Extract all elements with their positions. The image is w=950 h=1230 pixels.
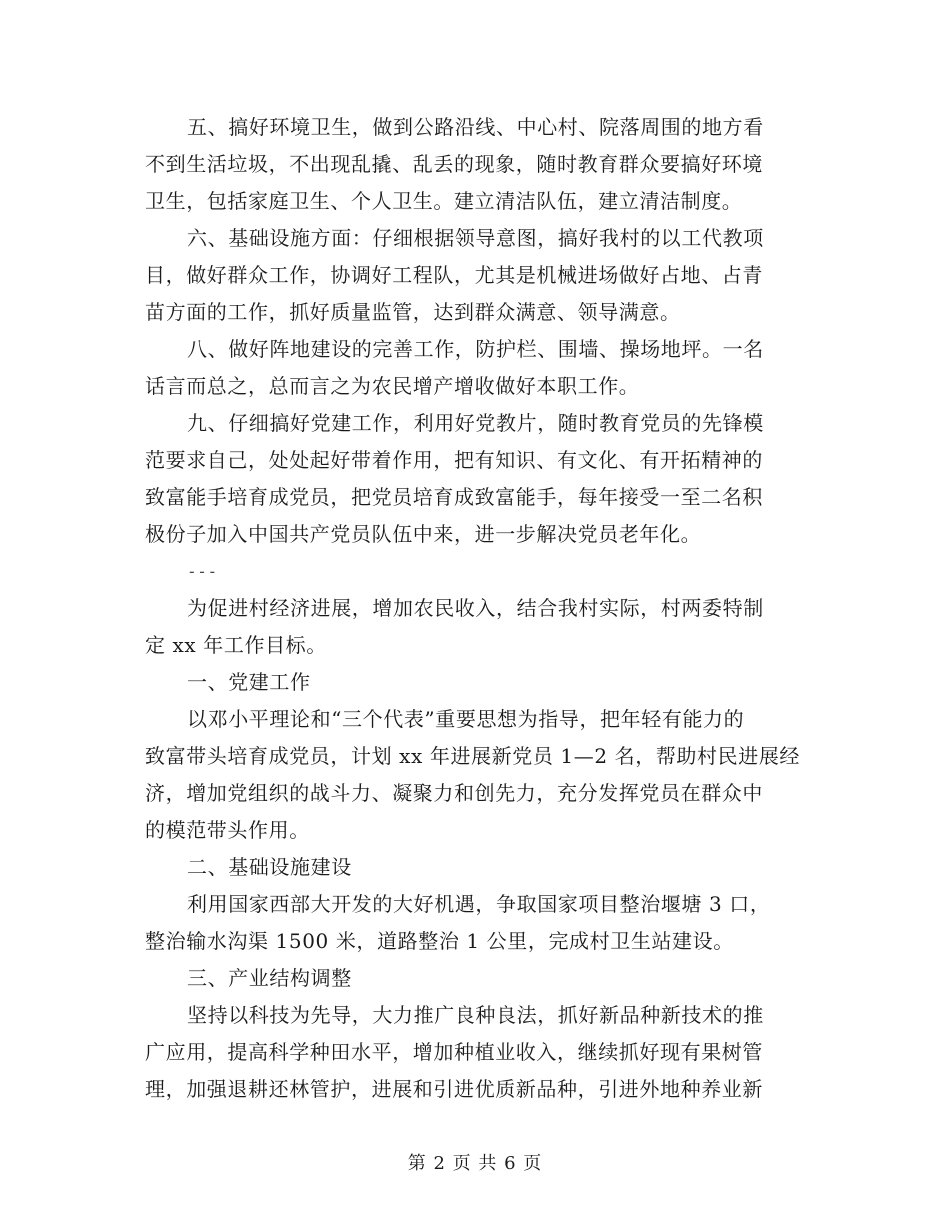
text-line: 六、基础设施方面：仔细根据领导意图，搞好我村的以工代教项 [187,226,764,250]
page-number: 第 2 页 共 6 页 [407,1153,543,1174]
text-line: 济，增加党组织的战斗力、凝聚力和创先力，充分发挥党员在群众中 [145,781,763,805]
text-line: 利用国家西部大开发的大好机遇，争取国家项目整治堰塘 3 口， [187,892,771,916]
section-heading: 三、产业结构调整 [187,966,352,990]
text-line: 致富能手培育成党员，把党员培育成致富能手，每年接受一至二名积 [145,485,763,509]
section-separator: --- [187,562,218,581]
section-heading: 二、基础设施建设 [187,855,352,879]
text-line: 以邓小平理论和“三个代表”重要思想为指导，把年轻有能力的 [187,707,745,731]
text-line: 极份子加入中国共产党员队伍中来，进一步解决党员老年化。 [145,522,702,546]
text-line: 九、仔细搞好党建工作，利用好党教片，随时教育党员的先锋模 [187,411,764,435]
text-line: 整治输水沟渠 1500 米，道路整治 1 公里，完成村卫生站建设。 [145,929,734,953]
text-line: 理，加强退耕还林管护，进展和引进优质新品种，引进外地种养业新 [145,1077,763,1101]
text-line: 话言而总之，总而言之为农民增产增收做好本职工作。 [145,374,640,398]
text-line: 八、做好阵地建设的完善工作，防护栏、围墙、操场地坪。一名 [187,337,764,361]
text-line: 定 xx 年工作目标。 [145,633,327,657]
text-line: 五、搞好环境卫生，做到公路沿线、中心村、院落周围的地方看 [187,115,764,139]
text-line: 苗方面的工作，抓好质量监管，达到群众满意、领导满意。 [145,300,681,324]
document-body [145,109,815,1108]
text-line: 的模范带头作用。 [145,818,310,842]
text-line: 坚持以科技为先导，大力推广良种良法，抓好新品种新技术的推 [187,1003,764,1027]
text-line: 致富带头培育成党员，计划 xx 年进展新党员 1—2 名，帮助村民进展经 [145,744,801,768]
text-line: 卫生，包括家庭卫生、个人卫生。建立清洁队伍，建立清洁制度。 [145,189,743,213]
text-line: 目，做好群众工作，协调好工程队，尤其是机械进场做好占地、占青 [145,263,763,287]
section-heading: 一、党建工作 [187,670,311,694]
text-line: 范要求自己，处处起好带着作用，把有知识、有文化、有开拓精神的 [145,448,763,472]
text-line: 为促进村经济进展，增加农民收入，结合我村实际，村两委特制 [187,596,764,620]
text-line: 广应用，提高科学种田水平，增加种植业收入，继续抓好现有果树管 [145,1040,763,1064]
text-line: 不到生活垃圾，不出现乱撬、乱丢的现象，随时教育群众要搞好环境 [145,152,763,176]
